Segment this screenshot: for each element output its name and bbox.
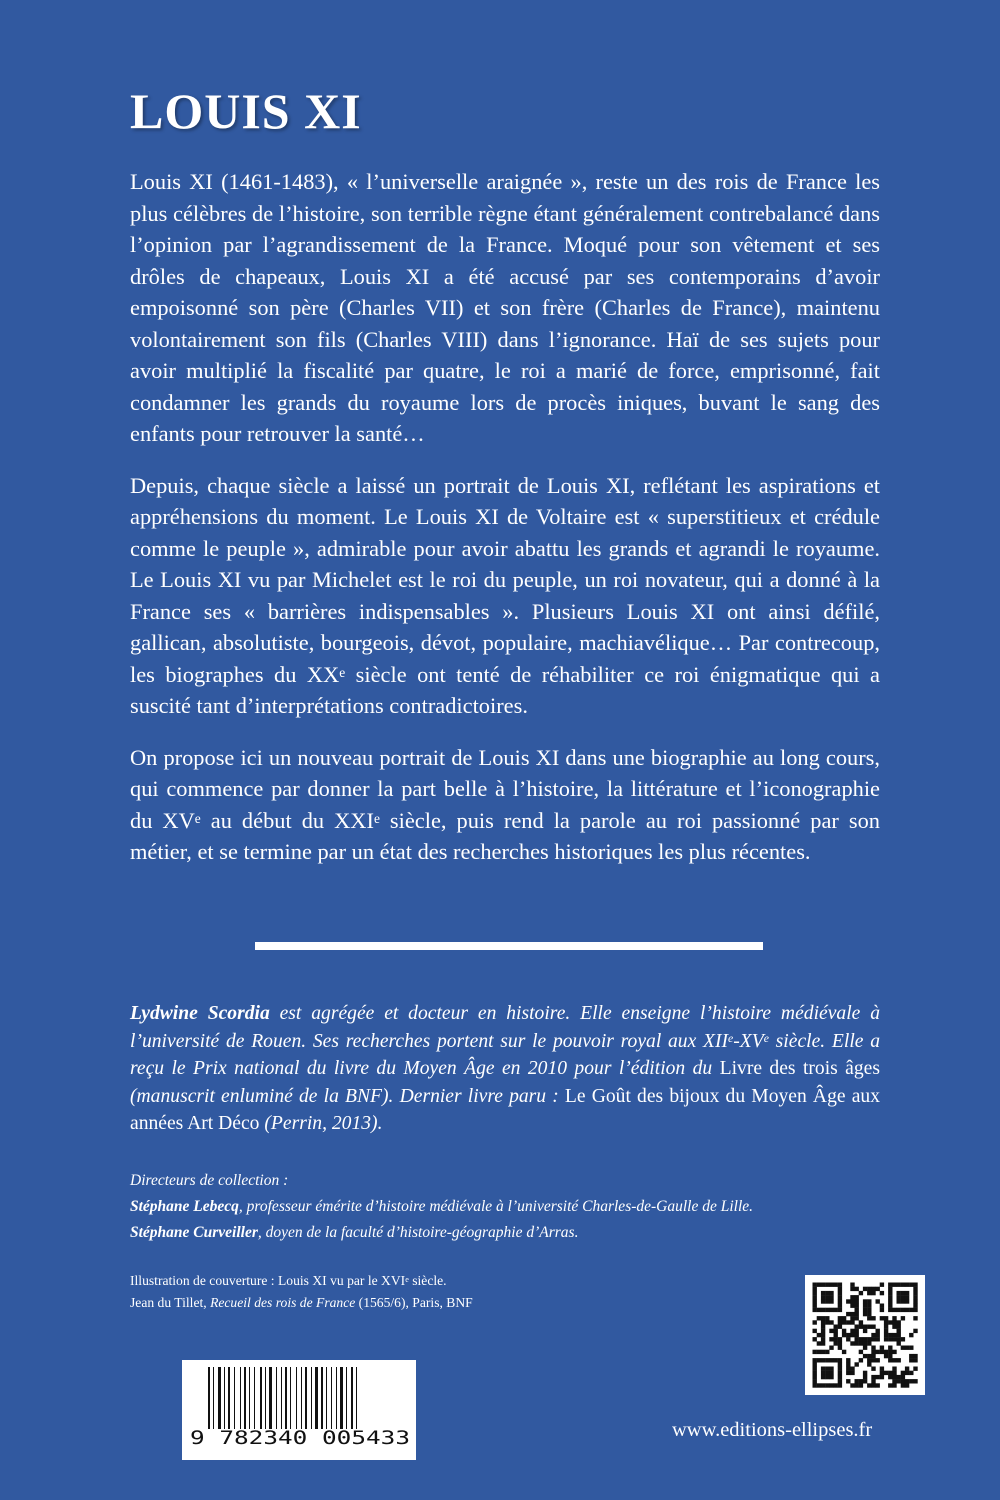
credit-line-1-text-a: Illustration de couverture : Louis XI vu par le XVI <box>130 1273 406 1288</box>
bio-text-2: -XV <box>733 1030 764 1052</box>
superscript-e: e <box>405 1275 409 1285</box>
superscript-e: e <box>339 664 346 680</box>
bio-text-5: (Perrin, 2013). <box>259 1113 383 1134</box>
publisher-website-link[interactable]: www.editions-ellipses.fr <box>672 1419 873 1441</box>
bio-text-1: est agrégée et docteur en histoire. Elle enseigne l’histoire médiévale à l’université de Rouen. Ses recherches portent sur le pouvoir royal aux XII <box>130 1003 880 1052</box>
superscript-e: e <box>373 810 380 826</box>
qr-code-icon <box>805 1275 925 1395</box>
bio-text-4: (manuscrit enluminé de la BNF). Dernier livre paru : <box>130 1085 565 1107</box>
barcode-icon <box>182 1360 416 1460</box>
qr-code[interactable] <box>805 1275 925 1395</box>
blurb-p2-text-b: siècle ont tenté de réhabiliter ce roi énigmatique qui a suscité tant d’interprétations contradictoires. <box>130 661 880 718</box>
book-title: LOUIS XI <box>130 83 362 139</box>
book-title-1: Livre des trois âges <box>719 1058 880 1079</box>
credit-line-2 <box>130 1292 650 1314</box>
blurb-p2-text-a: Depuis, chaque siècle a laissé un portrait de Louis XI, reflétant les aspirations et appréhensions du moment. Le Louis XI de Voltaire est « superstitieux et crédule comme le peuple », admirable pour avoir abattu les grands et agrandi le royaume. Le Louis XI vu par Michelet est le roi du peuple, un roi novateur, qui a donné à la France ses « barrières indispensables ». Plusieurs Louis XI ont ainsi défilé, gallican, absolutiste, bourgeois, dévot, populaire, machiavélique… Par contrecoup, les biographes du XX <box>130 472 880 687</box>
divider-line <box>255 942 763 950</box>
credit-line-2-text-a: Jean du Tillet, <box>130 1295 211 1310</box>
isbn-barcode <box>182 1360 416 1460</box>
blurb-p3-text-c: siècle, puis rend la parole au roi passionné par son métier, et se termine par un état des recherches historiques les plus récentes. <box>130 807 881 864</box>
superscript-e: e <box>194 810 201 826</box>
collection-directors <box>130 1168 930 1246</box>
book-title-2: Le Goût des bijoux du Moyen Âge aux années Art Déco <box>130 1085 880 1134</box>
credit-line-1 <box>130 1270 650 1292</box>
blurb-p3-text-b: au début du XXI <box>200 807 374 833</box>
credit-line-1-text-b: siècle. <box>408 1273 447 1288</box>
director-1-name: Stéphane Lebecq <box>130 1198 239 1215</box>
blurb-paragraph-2 <box>130 470 880 722</box>
director-2-role: , doyen de la faculté d’histoire-géographie d’Arras. <box>257 1224 579 1241</box>
director-1 <box>130 1194 930 1220</box>
author-bio <box>130 1000 880 1138</box>
credit-line-2-text-b: (1565/6), Paris, BNF <box>355 1295 473 1310</box>
illustration-credit <box>130 1270 650 1314</box>
bio-text-3: siècle. Elle a reçu le Prix national du livre du Moyen Âge en 2010 pour l’édition du <box>130 1030 881 1079</box>
credit-work-title: Recueil des rois de France <box>210 1295 356 1310</box>
isbn-digits: 9 782340 005433 <box>190 1427 410 1449</box>
director-2-name: Stéphane Curveiller <box>130 1224 258 1241</box>
blurb-paragraph-3 <box>130 742 880 868</box>
blurb <box>130 166 880 888</box>
blurb-p3-text-a: On propose ici un nouveau portrait de Louis XI dans une biographie au long cours, qui commence par donner la part belle à l’histoire, la littérature et l’iconographie du XV <box>130 744 880 833</box>
director-2 <box>130 1220 930 1246</box>
superscript-e: e <box>763 1032 769 1046</box>
directors-heading: Directeurs de collection : <box>130 1172 289 1189</box>
director-1-role: , professeur émérite d’histoire médiévale à l’université Charles-de-Gaulle de Lille. <box>238 1198 754 1215</box>
superscript-e: e <box>728 1032 734 1046</box>
author-name: Lydwine Scordia <box>130 1003 270 1024</box>
blurb-paragraph-1: Louis XI (1461-1483), « l’universelle araignée », reste un des rois de France les plus célèbres de l’histoire, son terrible règne étant généralement contrebalancé dans l’opinion par l’agrandissement de la France. Moqué pour son vêtement et ses drôles de chapeaux, Louis XI a été accusé par ses contemporains d’avoir empoisonné son père (Charles VII) et son frère (Charles de France), maintenu volontairement son fils (Charles VIII) dans l’ignorance. Haï de ses sujets pour avoir multiplié la fiscalité par quatre, le roi a marié de force, emprisonné, fait condamner les grands du royaume lors de procès iniques, buvant le sang des enfants pour retrouver la santé… <box>130 169 880 446</box>
